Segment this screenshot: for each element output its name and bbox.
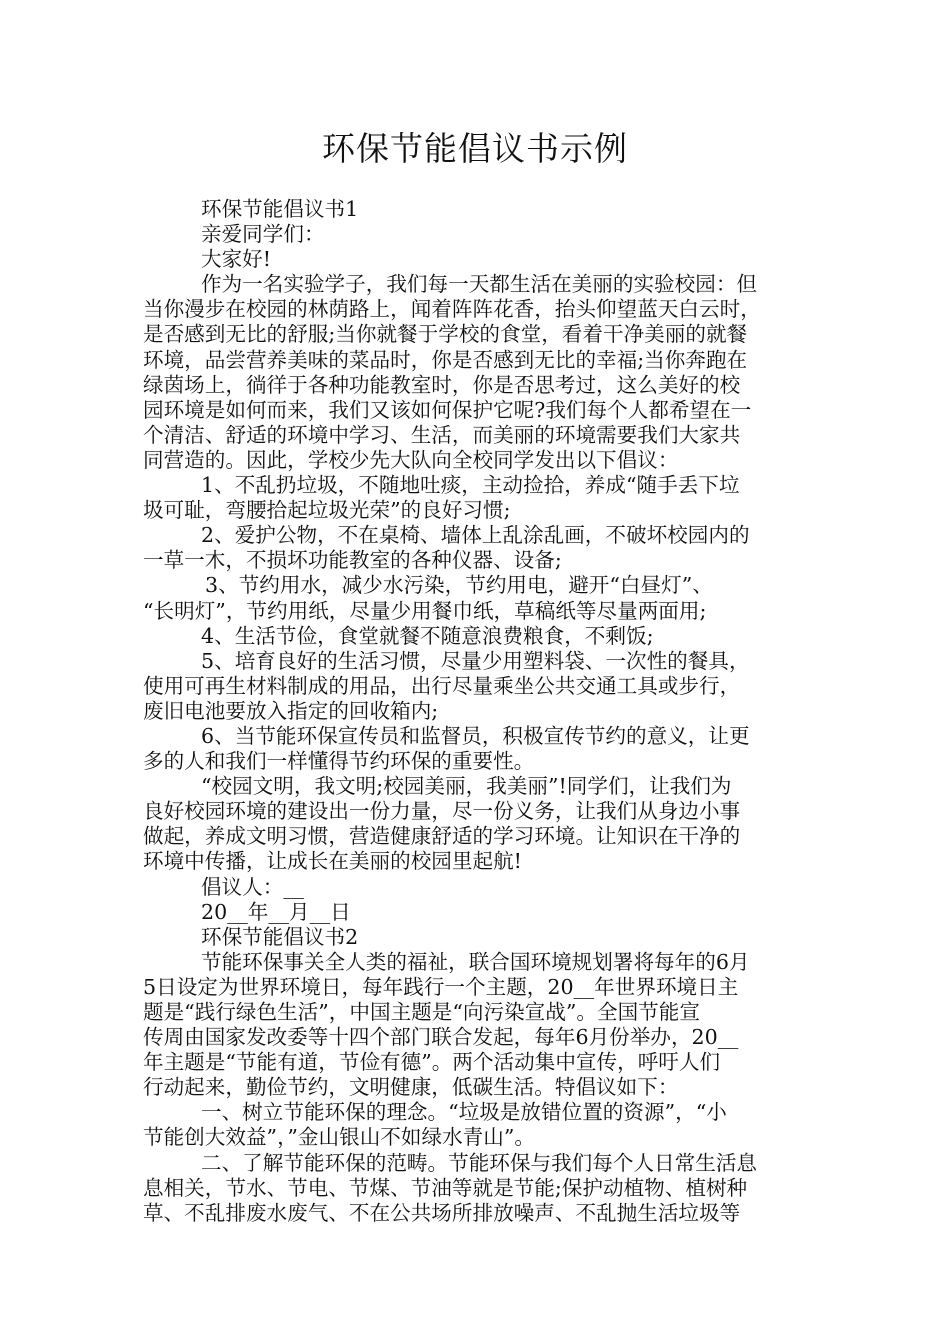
text-line: 多的人和我们一样懂得节约环保的重要性。 [143,749,535,774]
text-line: 同营造的。因此，学校少先大队向全校同学发出以下倡议： [143,447,679,472]
text-line: 1、不乱扔垃圾，不随地吐痰，主动捡拾，养成“随手丢下垃 [201,473,740,498]
text-line: 作为一名实验学子，我们每一天都生活在美丽的实验校园：但 [201,272,758,297]
text-line: 5、培育良好的生活习惯，尽量少用塑料袋、一次性的餐具， [201,648,750,673]
text-line: “长明灯”，节约用纸，尽量少用餐巾纸，草稿纸等尽量两面用; [143,598,707,623]
text-line: 节能创大效益”，”金山银山不如绿水青山”。 [143,1125,535,1150]
text-line: 园环境是如何而来，我们又该如何保护它呢?我们每个人都希望在一 [143,397,752,422]
text-line: 草、不乱排废水废气、不在公共场所排放噪声、不乱抛生活垃圾等 [143,1200,741,1225]
text-line: 4、生活节俭，食堂就餐不随意浪费粮食，不剩饭; [201,623,654,648]
text-line: 绿茵场上，徜徉于各种功能教室时，你是否思考过，这么美好的校 [143,372,741,397]
text-line: 环保节能倡议书2 [201,924,359,949]
text-line: 当你漫步在校园的林荫路上，闻着阵阵花香，抬头仰望蓝天白云时， [143,297,761,322]
text-line: 是否感到无比的舒服;当你就餐于学校的食堂，看着干净美丽的就餐 [143,322,748,347]
text-line: 环境中传播，让成长在美丽的校园里起航! [143,849,522,874]
text-line: 良好校园环境的建设出一份力量，尽一份义务，让我们从身边小事 [143,799,741,824]
text-line: 环境，品尝营养美味的菜品时，你是否感到无比的幸福;当你奔跑在 [143,347,748,372]
text-line: 年主题是“节能有道，节俭有德”。两个活动集中宣传，呼吁人们 [143,1050,721,1075]
text-line: 传周由国家发改委等十四个部门联合发起，每年6月份举办，20__ [143,1025,739,1050]
text-line: 环保节能倡议书1 [201,197,359,221]
text-line: 20__年__月__日 [201,899,351,924]
text-line: 废旧电池要放入指定的回收箱内; [143,698,439,723]
text-line: 题是“践行绿色生活”，中国主题是“向污染宣战”。全国节能宣 [143,1000,700,1024]
text-line: 6、当节能环保宣传员和监督员，积极宣传节约的意义，让更 [201,723,750,748]
text-line: 息相关，节水、节电、节煤、节油等就是节能;保护动植物、植树种 [143,1175,748,1200]
text-line: 节能环保事关全人类的福祉，联合国环境规划署将每年的6月 [201,949,750,974]
document-title: 环保节能倡议书示例 [322,129,628,168]
text-line: 3、节约用水，减少水污染，节约用电，避开“白昼灯”、 [205,573,713,598]
text-line: 做起，养成文明习惯，营造健康舒适的学习环境。让知识在干净的 [143,824,741,849]
text-line: 倡议人：__ [201,874,304,899]
text-line: 5日设定为世界环境日，每年践行一个主题，20__年世界环境日主 [143,974,739,999]
text-line: 一、树立节能环保的理念。“垃圾是放错位置的资源”，“小 [201,1100,727,1125]
text-line: 2、爱护公物，不在桌椅、墙体上乱涂乱画，不破坏校园内的 [201,523,750,548]
document-body [143,197,808,1226]
text-line: “校园文明，我文明;校园美丽，我美丽”!同学们，让我们为 [201,774,732,799]
text-line: 一草一木，不损坏功能教室的各种仪器、设备; [143,548,562,573]
text-line: 个清洁、舒适的环境中学习、生活，而美丽的环境需要我们大家共 [143,422,741,447]
text-line: 圾可耻，弯腰拾起垃圾光荣”的良好习惯; [143,498,511,523]
text-line: 亲爱同学们： [201,222,325,247]
text-line: 使用可再生材料制成的用品，出行尽量乘坐公共交通工具或步行， [143,673,741,698]
text-line: 大家好! [201,247,272,272]
text-line: 二、了解节能环保的范畴。节能环保与我们每个人日常生活息 [201,1150,758,1175]
text-line: 行动起来，勤俭节约，文明健康，低碳生活。特倡议如下： [143,1075,679,1100]
